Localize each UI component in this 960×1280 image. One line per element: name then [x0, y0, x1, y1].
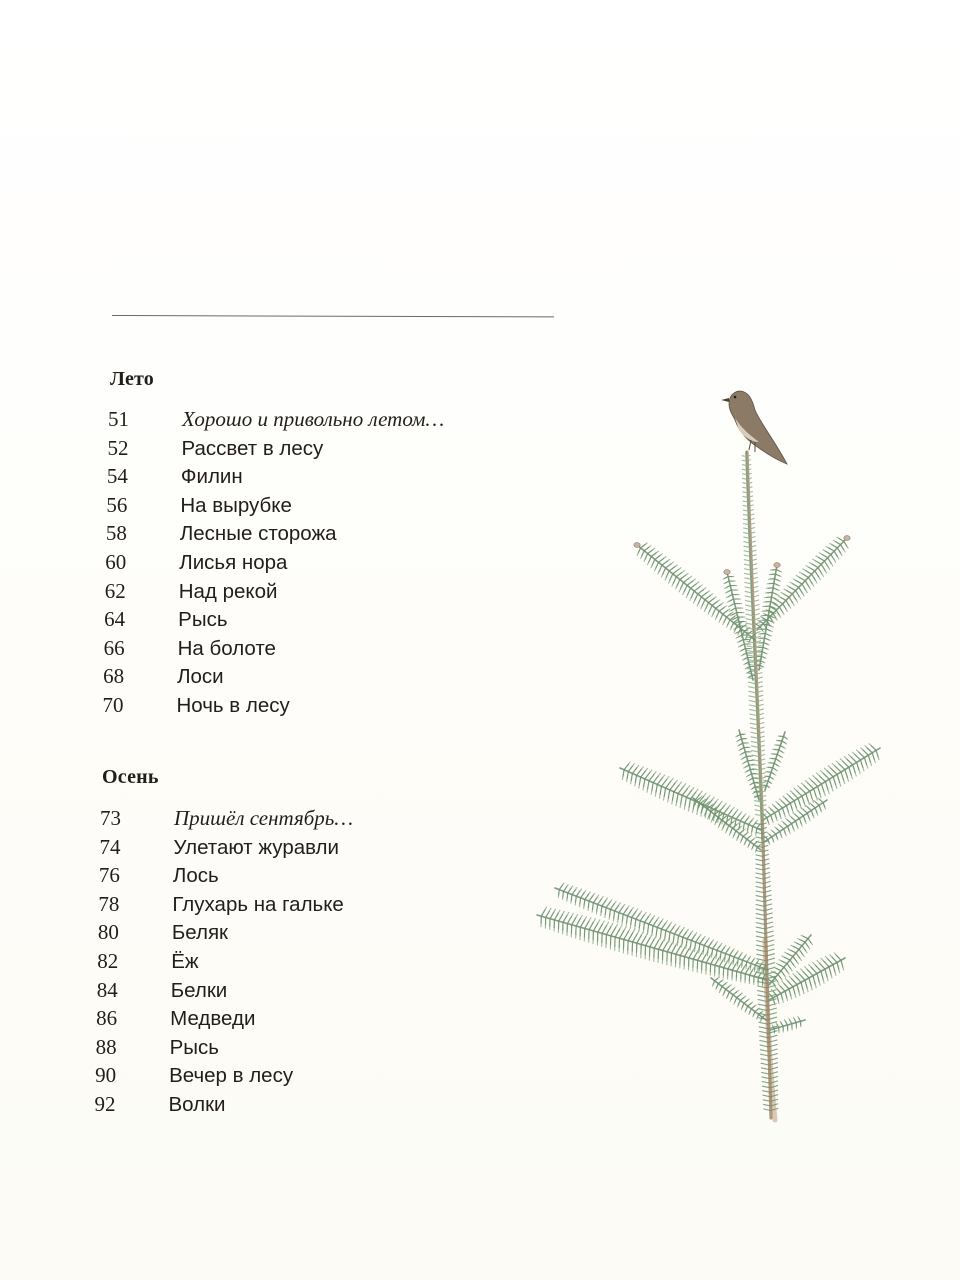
toc-page-number: 86	[96, 1006, 118, 1031]
toc-entry	[104, 605, 444, 634]
toc-entry	[97, 947, 353, 976]
toc-entry	[106, 491, 444, 520]
toc-page-number: 70	[102, 692, 124, 717]
toc-entry	[103, 662, 444, 691]
divider-line	[112, 315, 554, 317]
toc-entry-title: Лоси	[177, 665, 224, 689]
toc-entry-title: Хорошо и привольно летом…	[182, 407, 445, 431]
toc-page-number: 56	[106, 492, 128, 517]
toc-entry	[105, 577, 444, 606]
toc-list-autumn	[94, 804, 354, 1119]
toc-page-number: 84	[96, 977, 118, 1002]
toc-entry-title: Белки	[170, 978, 228, 1002]
toc-list-summer	[102, 405, 445, 720]
toc-page-number: 88	[95, 1034, 117, 1059]
toc-page-number: 74	[99, 834, 121, 859]
toc-page-number: 54	[106, 464, 128, 489]
toc-entry-title: Лисья нора	[179, 550, 288, 574]
toc-entry	[96, 1033, 353, 1062]
toc-entry-title: Медведи	[170, 1007, 256, 1031]
toc-entry-title: Лось	[172, 864, 219, 888]
toc-page-number: 92	[94, 1091, 116, 1116]
spruce-tree	[537, 452, 880, 1120]
toc-entry-title: Лесные сторожа	[179, 522, 337, 546]
toc-entry-title: Филин	[180, 465, 243, 489]
toc-entry-title: На вырубке	[180, 493, 292, 517]
toc-page-number: 76	[98, 863, 120, 888]
toc-entry-title: На болоте	[177, 636, 276, 660]
section-title-summer: Лето	[110, 368, 155, 390]
toc-page-number: 58	[105, 521, 127, 546]
toc-entry-title: Рысь	[178, 608, 228, 632]
toc-entry-title: Глухарь на гальке	[172, 892, 344, 916]
toc-page-number: 60	[105, 549, 127, 574]
toc-entry-title: Над рекой	[178, 579, 278, 603]
toc-entry	[104, 634, 445, 663]
toc-entry	[106, 519, 444, 548]
spruce-illustration	[515, 380, 895, 1125]
toc-entry	[105, 548, 444, 577]
toc-entry-title: Вечер в лесу	[169, 1064, 294, 1088]
toc-page-number: 82	[97, 948, 119, 973]
toc-page-number: 90	[95, 1063, 117, 1088]
toc-entry	[100, 804, 353, 833]
toc-entry-title: Рассвет в лесу	[181, 436, 324, 460]
toc-page-number: 64	[104, 607, 126, 632]
toc-entry-title: Ночь в лесу	[176, 693, 290, 717]
toc-entry	[99, 833, 353, 862]
toc-entry	[98, 890, 353, 919]
toc-entry-title: Волки	[168, 1092, 226, 1116]
toc-page-number: 80	[97, 920, 119, 945]
toc-page-number: 62	[104, 578, 126, 603]
toc-entry	[98, 918, 353, 947]
section-title-autumn: Осень	[102, 766, 159, 788]
toc-page-number: 68	[103, 664, 125, 689]
toc-entry	[107, 434, 444, 463]
toc-entry-title: Пришёл сентябрь…	[174, 806, 354, 830]
toc-entry-title: Рысь	[169, 1035, 219, 1059]
toc-page-number: 73	[100, 806, 121, 830]
toc-entry-title: Ёж	[171, 949, 199, 973]
toc-entry-title: Улетают журавли	[173, 835, 339, 859]
toc-entry	[95, 1090, 354, 1119]
toc-page-number: 52	[107, 435, 129, 460]
toc-entry	[99, 861, 353, 890]
toc-entry	[107, 462, 444, 491]
toc-entry-title: Беляк	[171, 921, 229, 945]
toc-entry	[95, 1061, 353, 1090]
toc-page-number: 51	[108, 407, 129, 431]
toc-entry	[97, 976, 353, 1005]
toc-entry	[103, 691, 445, 720]
toc-entry	[108, 405, 444, 434]
toc-page-number: 66	[103, 635, 125, 660]
toc-entry	[96, 1004, 353, 1033]
toc-page-number: 78	[98, 891, 120, 916]
songbird-figure	[721, 391, 787, 464]
